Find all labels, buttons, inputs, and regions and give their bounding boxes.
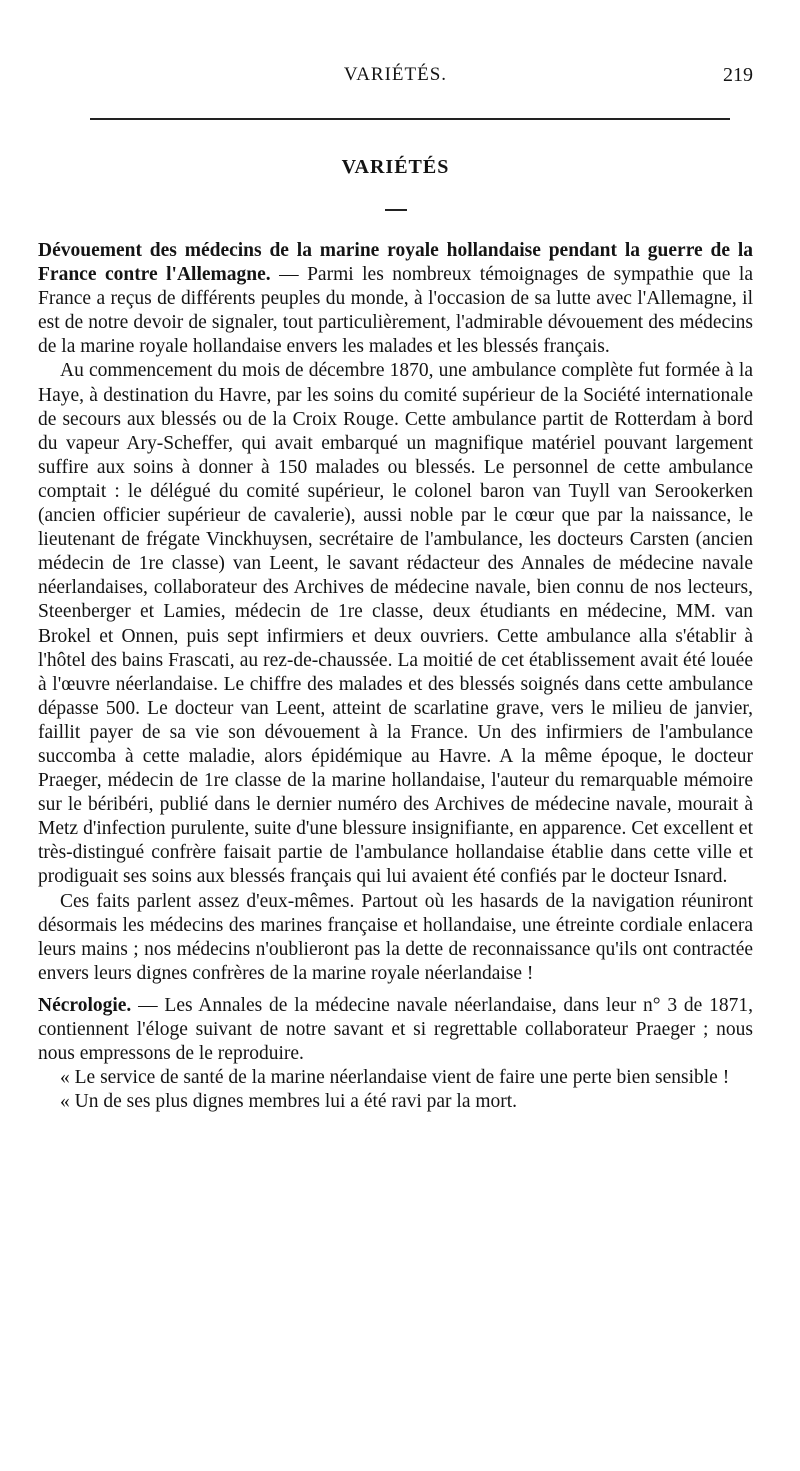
running-header [38, 58, 753, 92]
paragraph-text: — Les Annales de la médecine navale néerlandaise, dans leur n° 3 de 1871, contiennent l'éloge suivant de notre savant et si regrettable collaborateur Praeger ; nous nous empressons de le reproduire. [38, 994, 753, 1065]
header-rule [90, 118, 730, 120]
article-devouement-conclusion: Ces faits parlent assez d'eux-mêmes. Partout où les hasards de la navigation réuniront désormais les médecins des marines française et hollandaise, une étreinte cordiale enlacera leurs mains ; nos médecins n'oublieront pas la dette de reconnaissance qu'ils ont contractée envers leurs dignes confrères de la marine royale néerlandaise ! [38, 890, 753, 984]
quote-line-2: « Un de ses plus dignes membres lui a été ravi par la mort. [60, 1091, 518, 1113]
article-devouement-paragraph: Au commencement du mois de décembre 1870, une ambulance complète fut formée à la Haye, à destination du Havre, par les soins du comité supérieur de la Société internationale de secours aux blessés ou de la Croix Rouge. Cette ambulance partit de Rotterdam à bord du vapeur Ary-Scheffer, qui avait embarqué un magnifique matériel pouvant largement suffire aux soins à donner à 150 malades ou blessés. Le personnel de cette ambulance comptait : le délégué du comité supérieur, le colonel baron van Tuyll van Serookerken (ancien officier supérieur de cavalerie), aussi noble par le cœur que par la naissance, le lieutenant de frégate Vinckhuysen, secrétaire de l'ambulance, les docteurs Carsten (ancien médecin de 1re classe) van Leent, le savant rédacteur des Annales de médecine navale néerlandaises, collaborateur des Archives de médecine navale, bien connu de nos lecteurs, Steenberger et Lamies, médecin de 1re classe, deux étudiants en médecine, MM. van Brokel et Onnen, puis sept infirmiers et deux ouvriers. Cette ambulance alla s'établir à l'hôtel des bains Frascati, au rez-de-chaussée. La moitié de cet établissement avait été louée à l'œuvre néerlandaise. Le chiffre des malades et des blessés soignés dans cette ambulance dépasse 500. Le docteur van Leent, atteint de scarlatine grave, vers le milieu de janvier, faillit payer de sa vie son dévouement à la France. Un des infirmiers de l'ambulance succomba à cette maladie, alors épidémique au Havre. A la même époque, le docteur Praeger, médecin de 1re classe de la marine hollandaise, l'auteur du remarquable mémoire sur le béribéri, publié dans le dernier numéro des Archives de médecine navale, mourait à Metz d'infection purulente, suite d'une blessure insignifiante, en apparence. Cet excellent et très-distingué confrère faisait partie de l'ambulance hollandaise établie dans cette ville et prodiguait ses soins aux blessés français qui lui avaient été confiés par le docteur Isnard. [38, 360, 753, 888]
article-title-devouement: Dévouement des médecins de la marine royale hollandaise pendant la guerre de la France contre l'Allemagne. [38, 240, 753, 286]
section-title: VARIÉTÉS [341, 156, 450, 178]
quote-line-1: « Le service de santé de la marine néerlandaise vient de faire une perte bien sensible ! [60, 1067, 730, 1089]
document-page [38, 58, 753, 1114]
article-devouement-intro [38, 239, 753, 359]
paragraph-text: — Parmi les nombreux témoignages de sympathie que la France a reçus de différents peuples du monde, à l'occasion de sa lutte avec l'Allemagne, il est de notre devoir de signaler, tout particulièrement, l'admirable dévouement des médecins de la marine royale hollandaise envers les malades et les blessés français. [38, 264, 753, 358]
body-text [38, 239, 753, 1114]
article-necrologie-intro [38, 994, 753, 1066]
page-number: 219 [723, 64, 753, 86]
section-separator [385, 209, 407, 211]
article-title-necrologie: Nécrologie. [38, 994, 132, 1016]
running-title: VARIÉTÉS. [343, 64, 448, 85]
